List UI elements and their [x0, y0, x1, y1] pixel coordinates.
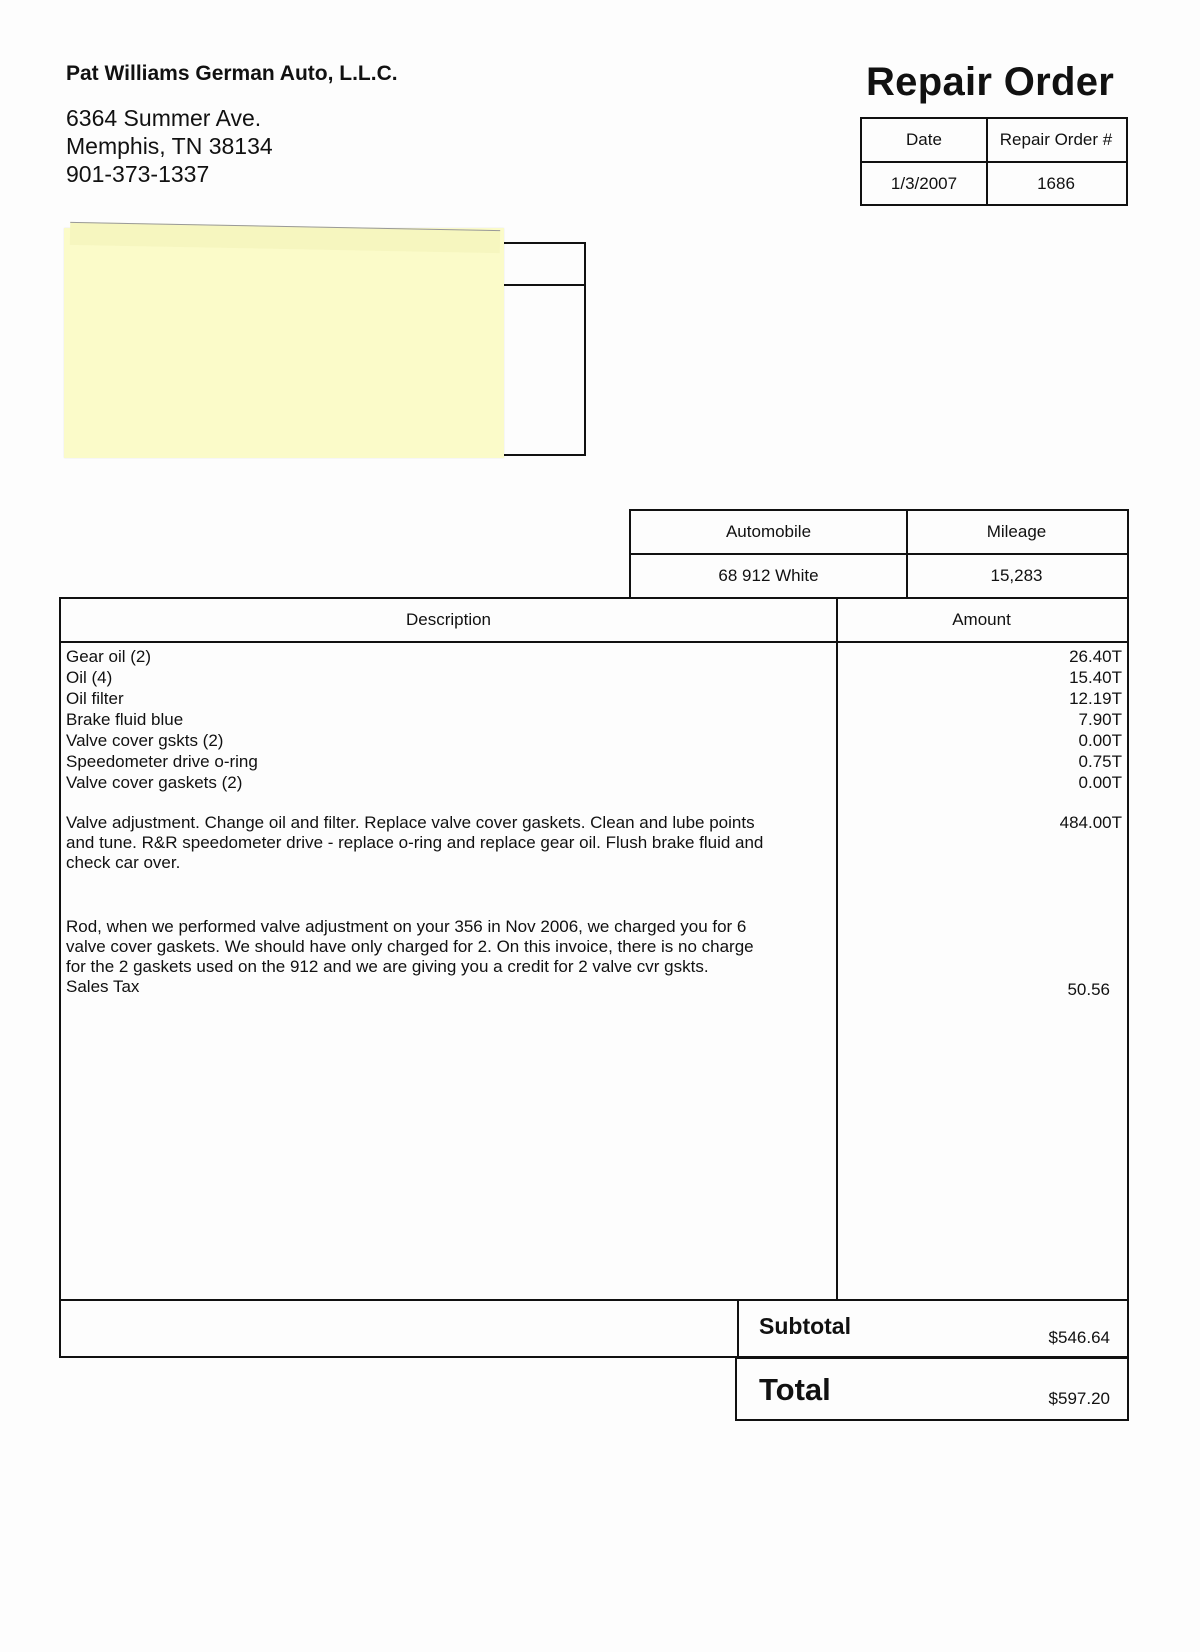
vehicle-table — [629, 509, 1129, 599]
list-item-amount: 12.19T — [1069, 689, 1122, 708]
total-value: $597.20 — [1048, 1389, 1110, 1408]
list-item-amount: 0.75T — [1078, 752, 1122, 771]
labor-description — [66, 813, 856, 873]
amount-header: Amount — [952, 610, 1011, 629]
list-item: Gear oil (2) — [66, 647, 152, 666]
labor-amount: 484.00T — [1059, 813, 1122, 832]
sales-tax-label: Sales Tax — [66, 977, 140, 996]
subtotal-value: $546.64 — [1048, 1328, 1110, 1347]
credit-note — [66, 917, 856, 997]
note-line: for the 2 gaskets used on the 912 and we are giving you a credit for 2 valve cvr gskts. — [66, 957, 709, 976]
list-item: Valve cover gskts (2) — [66, 731, 224, 750]
labor-line: and tune. R&R speedometer drive - replace o-ring and replace gear oil. Flush brake fluid and — [66, 833, 764, 852]
sales-tax-amount: 50.56 — [1067, 980, 1110, 999]
parts-description-list — [66, 646, 846, 793]
date-value: 1/3/2007 — [890, 174, 958, 193]
total-label: Total — [759, 1372, 831, 1407]
date-label: Date — [906, 130, 942, 149]
list-item: Speedometer drive o-ring — [66, 752, 258, 771]
company-address-line2: Memphis, TN 38134 — [66, 133, 273, 159]
automobile-value: 68 912 White — [718, 566, 819, 585]
company-phone: 901-373-1337 — [66, 161, 210, 187]
list-item-amount: 7.90T — [1078, 710, 1122, 729]
list-item-amount: 15.40T — [1069, 668, 1122, 687]
list-item-amount: 0.00T — [1078, 731, 1122, 750]
mileage-value: 15,283 — [990, 566, 1043, 585]
note-line: Rod, when we performed valve adjustment on your 356 in Nov 2006, we charged you for 6 — [66, 917, 747, 936]
labor-line: Valve adjustment. Change oil and filter. Replace valve cover gaskets. Clean and lube points — [66, 813, 755, 832]
repair-order-number-label: Repair Order # — [999, 130, 1113, 149]
list-item: Valve cover gaskets (2) — [66, 773, 243, 792]
note-line: valve cover gaskets. We should have only charged for 2. On this invoice, there is no charge — [66, 937, 754, 956]
repair-order-header-table — [860, 117, 1128, 206]
sticky-note — [64, 228, 504, 458]
description-header: Description — [405, 610, 492, 629]
list-item: Oil (4) — [66, 668, 113, 687]
labor-line: check car over. — [66, 853, 181, 872]
mileage-label: Mileage — [986, 522, 1047, 541]
list-item-amount: 0.00T — [1078, 773, 1122, 792]
parts-amount-list — [950, 646, 1122, 793]
repair-order-number-value: 1686 — [1037, 174, 1075, 193]
document-title: Repair Order — [866, 60, 1115, 104]
list-item: Oil filter — [66, 689, 124, 708]
company-name: Pat Williams German Auto, L.L.C. — [66, 62, 398, 85]
list-item: Brake fluid blue — [66, 710, 184, 729]
subtotal-label: Subtotal — [759, 1313, 851, 1339]
list-item-amount: 26.40T — [1069, 647, 1122, 666]
company-address-line1: 6364 Summer Ave. — [66, 105, 262, 131]
automobile-label: Automobile — [725, 522, 812, 541]
